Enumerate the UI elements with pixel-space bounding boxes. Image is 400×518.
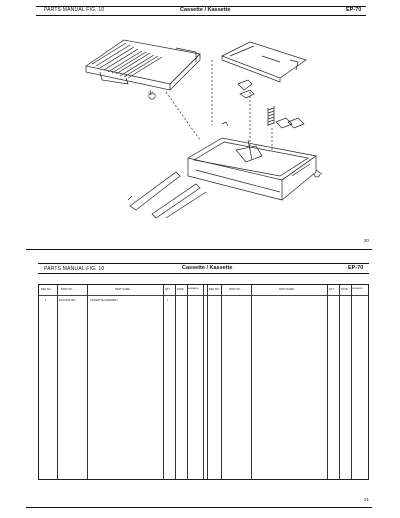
lower-page-number: 21 <box>364 497 370 502</box>
col-divider <box>203 285 204 479</box>
cell-qty: 1 <box>167 299 169 302</box>
col-divider <box>221 285 222 479</box>
col-divider <box>87 285 88 479</box>
col-divider <box>163 285 164 479</box>
spring-part <box>268 106 274 126</box>
th-part-no-1: PART NO. <box>61 288 73 291</box>
col-divider <box>251 285 252 479</box>
th-qty-2: QTY <box>329 288 335 291</box>
cell-ref-no: 1 <box>45 299 47 302</box>
lower-header-rule-top <box>38 263 369 264</box>
tray-part <box>86 40 200 90</box>
cell-part-no: FA4-5349-000 <box>59 299 76 302</box>
lower-header-left: PARTS MANUAL FIG. 10 <box>44 266 105 272</box>
exploded-parts-diagram <box>0 0 400 240</box>
col-divider <box>57 285 58 479</box>
th-qty-1: QTY <box>165 288 171 291</box>
th-part-name-1: PART NAME <box>115 288 130 291</box>
col-divider <box>351 285 352 479</box>
plate-part <box>222 42 306 82</box>
col-divider <box>339 285 340 479</box>
col-divider <box>207 285 208 479</box>
th-ref-no-2: REF NO. <box>209 288 220 291</box>
th-part-no-2: PART NO. <box>229 288 241 291</box>
lower-footer-rule <box>26 507 372 508</box>
th-remarks-1: REMARKS <box>188 288 199 290</box>
th-date-1: DATE <box>177 288 184 291</box>
th-remarks-2: REMARKS <box>352 288 363 290</box>
rail-parts <box>128 172 206 218</box>
col-divider <box>187 285 188 479</box>
screw-part <box>314 170 322 177</box>
lower-header-center: Cassette / Kassette <box>182 265 233 271</box>
upper-callout: ① <box>148 91 154 97</box>
parts-table <box>38 284 369 480</box>
upper-header-right: EP-70 <box>346 7 362 13</box>
col-divider <box>327 285 328 479</box>
upper-page-number: 20 <box>364 238 370 243</box>
cell-part-name: CASSETTE ASSEMBLY <box>90 299 119 302</box>
th-ref-no-1: REF NO. <box>41 288 52 291</box>
th-date-2: DATE <box>341 288 348 291</box>
col-divider <box>175 285 176 479</box>
upper-header-left: PARTS MANUAL FIG. 10 <box>44 7 105 13</box>
th-part-name-2: PART NAME <box>279 288 294 291</box>
cassette-body-part <box>188 138 316 200</box>
lower-header-rule-bottom <box>38 273 369 274</box>
upper-footer-rule <box>26 249 372 250</box>
clip-parts <box>222 80 304 128</box>
lower-header-right: EP-70 <box>348 265 364 271</box>
upper-header-center: Cassette / Kassette <box>180 7 231 13</box>
